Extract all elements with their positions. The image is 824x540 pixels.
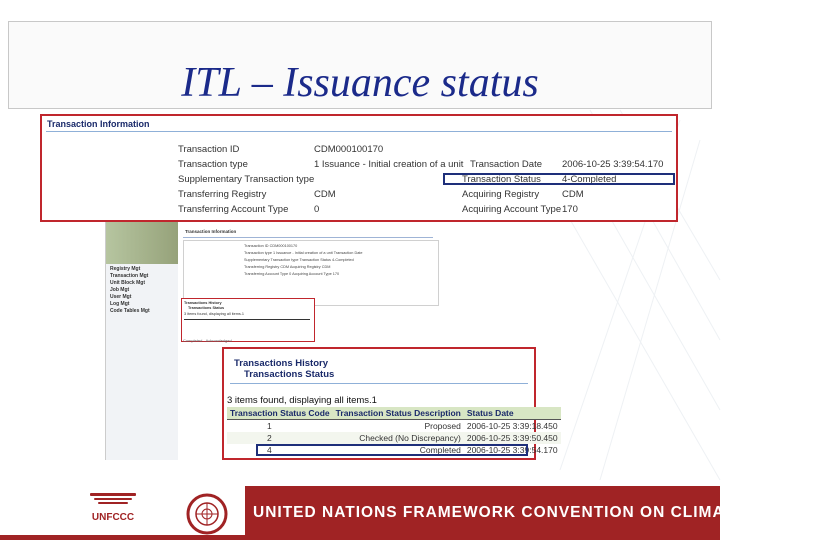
status-code-cell: 2 xyxy=(227,432,333,444)
field-value: 170 xyxy=(562,204,578,215)
sidebar-header-image xyxy=(106,220,178,264)
status-date-cell: 2006-10-25 3:39:54.170 xyxy=(466,445,558,455)
mini-history-subtitle: Transactions Status xyxy=(188,306,225,310)
un-emblem-icon xyxy=(186,493,228,535)
status-date-cell: 2006-10-25 3:39:50.450 xyxy=(464,432,561,444)
field-label: Transferring Registry xyxy=(178,189,267,200)
tab-bar xyxy=(183,227,433,238)
mini-history xyxy=(181,298,315,342)
info-row-transaction-id xyxy=(42,144,676,158)
sidebar-item-unit-block[interactable]: Unit Block Mgt xyxy=(110,280,145,286)
field-value: 4-Completed xyxy=(562,174,617,185)
divider xyxy=(46,131,672,132)
info-row-account-type xyxy=(42,204,676,218)
table-header-row xyxy=(227,407,561,420)
transaction-info-panel xyxy=(40,114,678,222)
completed-row-highlight-box xyxy=(256,444,528,456)
mini-row: Transaction type 1 Issuance - Initial creation of a unit Transaction Date xyxy=(244,251,363,255)
history-subtitle: Transactions Status xyxy=(244,369,335,380)
field-label: Supplementary Transaction type xyxy=(178,174,315,185)
field-label: Transaction Date xyxy=(470,159,542,170)
mini-history-title: Transactions History xyxy=(184,301,222,305)
field-label: Transaction ID xyxy=(178,144,240,155)
mini-row: Transferring Registry CDM Acquiring Registry CDM xyxy=(244,265,331,269)
column-header-status-code[interactable]: Transaction Status Code xyxy=(227,407,333,420)
mini-history-found: 3 items found, displaying all items.1 xyxy=(184,312,244,316)
sidebar xyxy=(106,220,178,460)
slide-title: ITL – Issuance status xyxy=(181,60,539,106)
table-row xyxy=(227,420,561,433)
sidebar-item-code-tables[interactable]: Code Tables Mgt xyxy=(110,308,150,314)
field-value: CDM000100170 xyxy=(314,144,384,155)
unfccc-logo-text: UNFCCC xyxy=(91,512,135,523)
field-value: 0 xyxy=(314,204,320,215)
unfccc-logo-icon xyxy=(84,487,142,537)
status-code-cell: 1 xyxy=(267,421,272,431)
sidebar-item-log[interactable]: Log Mgt xyxy=(110,301,130,307)
field-label: Transferring Account Type xyxy=(178,204,289,215)
items-found-text: 3 items found, displaying all items.1 xyxy=(227,395,377,406)
transactions-history-panel xyxy=(222,347,558,460)
sidebar-item-transaction[interactable]: Transaction Mgt xyxy=(110,273,149,279)
mini-row: Transaction ID CDM000100170 xyxy=(244,244,298,248)
field-label: Acquiring Account Type xyxy=(462,204,562,215)
footer-logos xyxy=(0,483,245,540)
footer-rule xyxy=(0,535,720,540)
field-label: Transaction type xyxy=(178,159,248,170)
field-value: CDM xyxy=(314,189,336,200)
mini-row: Supplementary Transaction type Transaction Status 4-Completed xyxy=(244,258,354,262)
sidebar-item-user[interactable]: User Mgt xyxy=(110,294,132,300)
divider xyxy=(230,383,528,384)
sidebar-item-registry[interactable]: Registry Mgt xyxy=(110,266,141,272)
info-row-transaction-type xyxy=(42,159,676,173)
footer xyxy=(0,483,824,540)
status-date-cell: 2006-10-25 3:39:18.450 xyxy=(466,421,558,431)
mini-history-table xyxy=(184,319,310,336)
sidebar-item-job[interactable]: Job Mgt xyxy=(110,287,130,293)
footer-banner xyxy=(245,486,824,535)
column-header-status-description[interactable]: Transaction Status Description xyxy=(333,407,464,420)
organization-name: UNITED NATIONS FRAMEWORK CONVENTION ON CLIMATE CHANGE xyxy=(253,504,824,521)
mini-bottom-text: Completed - Acknowledged xyxy=(183,338,232,343)
field-label: Transaction Status xyxy=(462,174,541,185)
history-title: Transactions History xyxy=(234,358,328,369)
field-value: 1 Issuance - Initial creation of a unit xyxy=(314,159,464,170)
status-highlight-box xyxy=(443,173,675,185)
transaction-info-heading: Transaction Information xyxy=(47,119,150,129)
field-value: CDM xyxy=(562,189,584,200)
mini-transaction-info xyxy=(183,240,439,306)
field-value: 2006-10-25 3:39:54.170 xyxy=(562,159,664,170)
status-description-cell: Proposed xyxy=(424,421,461,431)
tab-transaction-information[interactable]: Transaction Information xyxy=(185,229,237,234)
column-header-status-date[interactable]: Status Date xyxy=(464,407,561,420)
status-code-cell: 4 xyxy=(267,445,272,455)
mini-row: Transferring Account Type 0 Acquiring Account Type 170 xyxy=(244,272,340,276)
status-description-cell: Completed xyxy=(419,445,461,455)
field-label: Acquiring Registry xyxy=(462,189,540,200)
info-row-transferring-registry xyxy=(42,189,676,203)
status-description-cell: Checked (No Discrepancy) xyxy=(333,432,464,444)
table-row xyxy=(227,432,561,444)
